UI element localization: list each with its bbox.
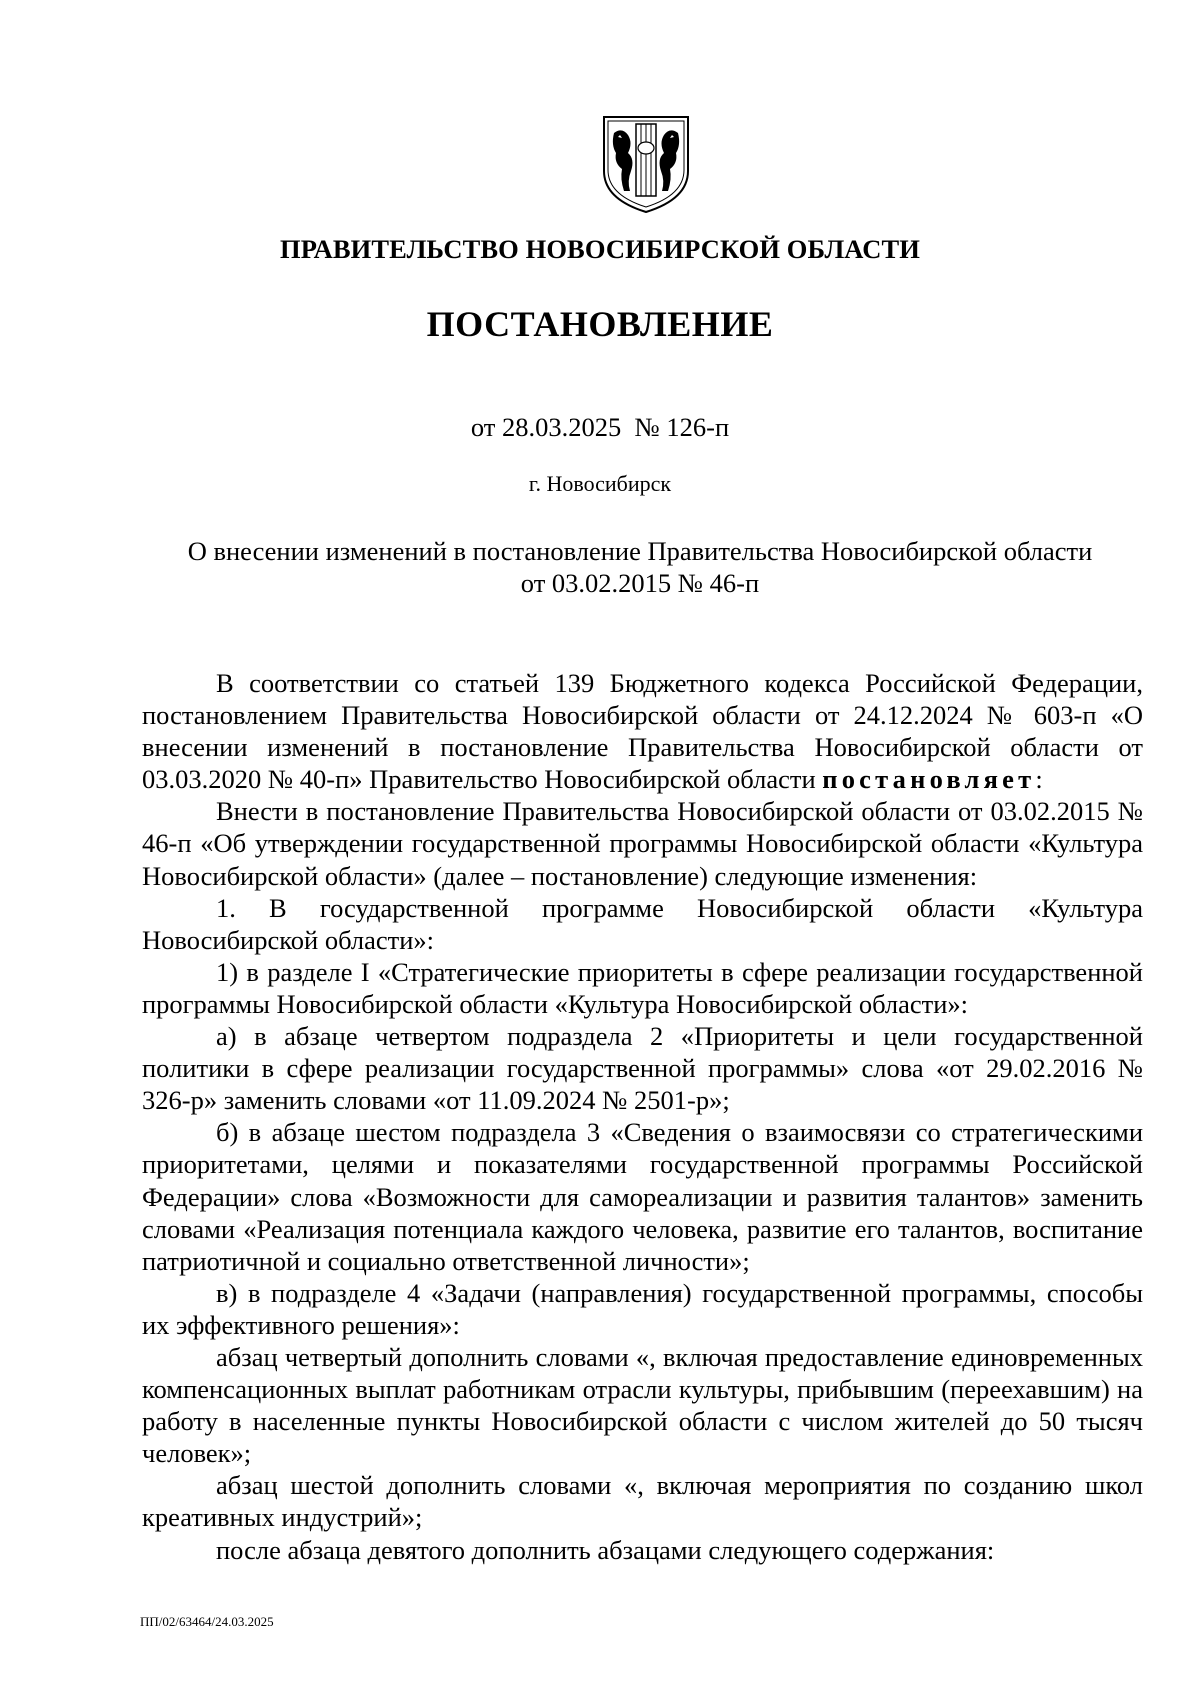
body-paragraph: после абзаца девятого дополнить абзацами следующего содержания:: [216, 1534, 995, 1565]
subject-line-2: от 03.02.2015 № 46-п: [520, 568, 760, 598]
body-paragraph: абзац шестой дополнить словами «, включая мероприятия по созданию школ креативных индустрий»;: [142, 1470, 1143, 1533]
body-paragraph: абзац четвертый дополнить словами «, включая предоставление единовременных компенсационных выплат работникам отрасли культуры, прибывшим (переехавшим) на работу в населенные пункты Новосибирской области с числом жителей до 50 тысяч человек»;: [142, 1341, 1143, 1469]
coat-of-arms: [600, 113, 692, 215]
document-registration-code: ПП/02/63464/24.03.2025: [140, 1614, 274, 1629]
novosibirsk-coat-of-arms-icon: [600, 113, 692, 215]
body-paragraph: Внести в постановление Правительства Новосибирской области от 03.02.2015 № 46-п «Об утверждении государственной программы Новосибирской области «Культура Новосибирской области» (далее – постановление) следующие изменения:: [142, 796, 1143, 891]
body-paragraph-text: В соответствии со статьей 139 Бюджетного кодекса Российской Федерации, постановлением Правительства Новосибирской области от 24.12.2024 № 603-п «О внесении изменений в постановление Правительства Новосибирской области от 03.03.2020 № 40-п» Правительство Новосибирской области: [142, 668, 1143, 795]
document-type-heading: ПОСТАНОВЛЕНИЕ: [426, 304, 774, 344]
body-paragraph: [142, 667, 1143, 795]
body-paragraph: в) в подразделе 4 «Задачи (направления) государственной программы, способы их эффективного решения»:: [142, 1277, 1143, 1340]
subject-line-1: О внесении изменений в постановление Правительства Новосибирской области: [187, 536, 1093, 566]
organization-title: ПРАВИТЕЛЬСТВО НОВОСИБИРСКОЙ ОБЛАСТИ: [280, 234, 920, 264]
document-subject: [140, 535, 1140, 599]
body-paragraph-tail: :: [1035, 764, 1043, 795]
document-body: [142, 667, 1143, 1566]
document-date-number: от 28.03.2025 № 126-п: [470, 412, 730, 442]
body-paragraph: б) в абзаце шестом подраздела 3 «Сведения о взаимосвязи со стратегическими приоритетами, целями и показателями государственной программы Российской Федерации» слова «Возможности для самореализации и развития талантов» заменить словами «Реализация потенциала каждого человека, развитие его талантов, воспитание патриотичной и социально ответственной личности»;: [142, 1117, 1143, 1276]
document-city: г. Новосибирск: [528, 471, 672, 496]
resolves-keyword: постановляет: [822, 764, 1036, 795]
body-paragraph: 1. В государственной программе Новосибирской области «Культура Новосибирской области»:: [142, 892, 1143, 955]
body-paragraph: а) в абзаце четвертом подраздела 2 «Приоритеты и цели государственной политики в сфере реализации государственной программы» слова «от 29.02.2016 № 326-р» заменить словами «от 11.09.2024 № 2501-р»;: [142, 1021, 1143, 1116]
body-paragraph: 1) в разделе I «Стратегические приоритеты в сфере реализации государственной программы Новосибирской области «Культура Новосибирской области»:: [142, 956, 1143, 1019]
